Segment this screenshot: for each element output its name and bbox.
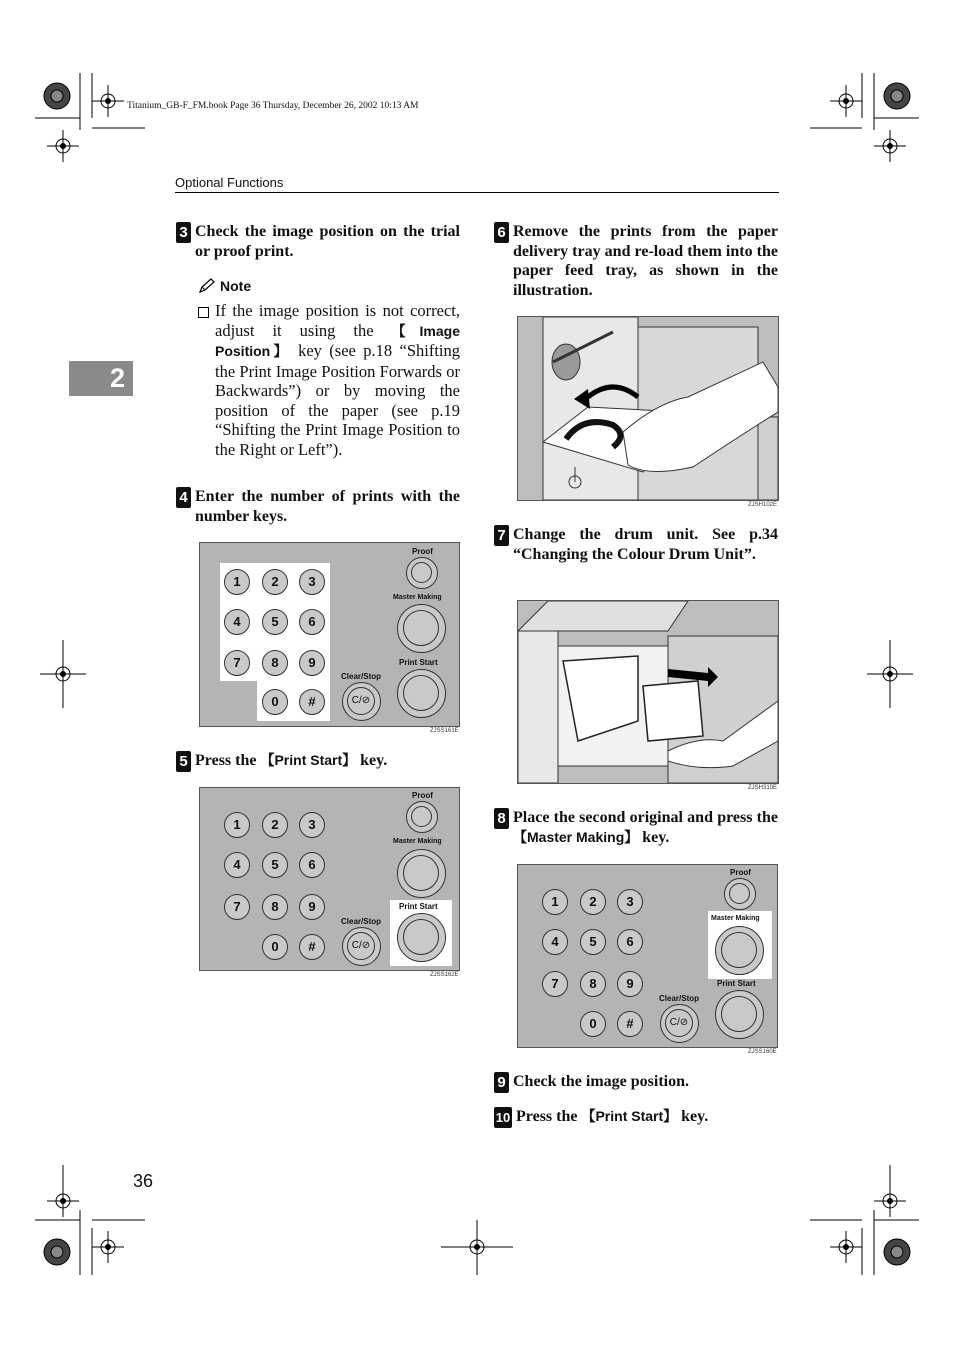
key-8: 8 — [580, 971, 606, 997]
note-body — [215, 301, 460, 459]
drum-unit-illustration — [517, 600, 779, 784]
key-3: 3 — [299, 812, 325, 838]
key-7: 7 — [224, 894, 250, 920]
print-start-button — [397, 669, 446, 718]
proof-button — [406, 801, 438, 833]
step-4 — [176, 487, 460, 526]
key-1: 1 — [224, 569, 250, 595]
step-text-post: key. — [681, 1108, 709, 1125]
reload-paper-drawing — [518, 317, 778, 500]
step-number: 8 — [494, 808, 509, 829]
step-text — [516, 1107, 708, 1128]
proof-label: Proof — [730, 868, 751, 877]
step-text-pre: Press the — [195, 752, 257, 769]
print-start-key: 【Print Start】 — [581, 1108, 678, 1124]
figure-code: ZJSS162E — [430, 972, 459, 978]
step-text-pre: Place the second original and press the — [513, 809, 778, 826]
step-7 — [494, 525, 778, 564]
note-text: If the image position is not correct, adjust it using the — [215, 301, 460, 340]
key-7: 7 — [224, 650, 250, 676]
key-3: 3 — [617, 889, 643, 915]
master-making-label: Master Making — [393, 838, 442, 845]
key-0: 0 — [262, 689, 288, 715]
clear-symbol: C/⊘ — [665, 1009, 693, 1037]
header-rule — [175, 192, 779, 193]
key-6: 6 — [299, 852, 325, 878]
step-text-pre: Press the — [516, 1108, 578, 1125]
figure-code: ZJSH102E — [748, 502, 778, 508]
clear-symbol: C/⊘ — [347, 932, 375, 960]
clear-stop-label: Clear/Stop — [341, 672, 382, 681]
clear-symbol: C/⊘ — [347, 687, 375, 715]
step-number: 4 — [176, 487, 191, 508]
key-8: 8 — [262, 894, 288, 920]
master-making-button — [715, 926, 764, 975]
print-start-button — [397, 913, 446, 962]
key-7: 7 — [542, 971, 568, 997]
clear-stop-label: Clear/Stop — [659, 994, 700, 1003]
key-4: 4 — [224, 609, 250, 635]
master-making-button — [397, 849, 446, 898]
checkbox-icon — [198, 307, 209, 318]
step-number: 10 — [494, 1107, 512, 1128]
step-9 — [494, 1072, 778, 1093]
note-text-cont: key (see p.18 “Shifting the Print Image Position Forwards or Backwards”) or by moving the position of the paper (see p.19 “Shifting the Print Image Position to the Right or Left”). — [215, 341, 460, 459]
step-3 — [176, 222, 460, 261]
key-4: 4 — [542, 929, 568, 955]
print-start-label: Print Start — [399, 902, 438, 911]
step-text — [513, 808, 778, 847]
key-4: 4 — [224, 852, 250, 878]
key-hash: # — [299, 934, 325, 960]
note-title: Note — [220, 278, 252, 294]
step-text: Check the image position on the trial or proof print. — [195, 223, 460, 260]
key-0: 0 — [580, 1011, 606, 1037]
control-panel-figure — [517, 864, 778, 1048]
print-start-key: 【Print Start】 — [260, 752, 357, 768]
figure-code: ZJSH310E — [748, 785, 778, 791]
image-position-key: 【Image Position】 — [215, 322, 460, 359]
key-6: 6 — [617, 929, 643, 955]
key-2: 2 — [262, 812, 288, 838]
key-1: 1 — [224, 812, 250, 838]
section-header: Optional Functions — [175, 175, 284, 190]
proof-label: Proof — [412, 547, 433, 556]
step-number: 6 — [494, 222, 509, 243]
chapter-tab: 2 — [69, 361, 133, 396]
step-10 — [494, 1107, 778, 1128]
clear-stop-button — [342, 682, 381, 721]
key-9: 9 — [299, 894, 325, 920]
key-6: 6 — [299, 609, 325, 635]
book-header: Titanium_GB-F_FM.book Page 36 Thursday, December 26, 2002 10:13 AM — [127, 101, 419, 111]
print-start-button — [715, 990, 764, 1039]
step-text-post: key. — [642, 828, 670, 846]
key-9: 9 — [617, 971, 643, 997]
master-making-button — [397, 604, 446, 653]
step-text — [195, 751, 387, 772]
control-panel-figure — [199, 542, 460, 727]
clear-stop-button — [342, 927, 381, 966]
key-3: 3 — [299, 569, 325, 595]
change-drum-drawing — [518, 601, 778, 783]
step-number: 5 — [176, 751, 191, 772]
pencil-icon — [198, 278, 216, 294]
page-number: 36 — [133, 1171, 154, 1191]
key-9: 9 — [299, 650, 325, 676]
key-2: 2 — [262, 569, 288, 595]
proof-button — [724, 878, 756, 910]
paper-tray-illustration — [517, 316, 779, 501]
step-6 — [494, 222, 778, 300]
control-panel-figure — [199, 787, 460, 971]
step-5 — [176, 751, 460, 772]
clear-stop-label: Clear/Stop — [341, 917, 382, 926]
step-text: Enter the number of prints with the number keys. — [195, 488, 460, 525]
step-8 — [494, 808, 778, 847]
step-text: Check the image position. — [513, 1073, 689, 1090]
figure-code: ZJSS160E — [748, 1049, 777, 1055]
key-0: 0 — [262, 934, 288, 960]
print-start-label: Print Start — [717, 979, 756, 988]
step-number: 3 — [176, 222, 191, 243]
step-text: Remove the prints from the paper delivery tray and re-load them into the paper feed tray, as shown in the illustration. — [513, 223, 778, 299]
master-making-label: Master Making — [393, 594, 442, 601]
proof-label: Proof — [412, 791, 433, 800]
clear-stop-button — [660, 1004, 699, 1043]
step-text: Change the drum unit. See p.34 “Changing the Colour Drum Unit”. — [513, 526, 778, 563]
master-making-label: Master Making — [711, 915, 760, 922]
master-making-key: 【Master Making】 — [513, 828, 639, 845]
note-heading — [198, 278, 251, 294]
key-1: 1 — [542, 889, 568, 915]
key-hash: # — [617, 1011, 643, 1037]
key-8: 8 — [262, 650, 288, 676]
print-start-label: Print Start — [399, 658, 438, 667]
figure-code: ZJSS161E — [430, 728, 459, 734]
key-2: 2 — [580, 889, 606, 915]
key-hash: # — [299, 689, 325, 715]
step-text-post: key. — [360, 752, 388, 769]
note-item — [198, 301, 460, 459]
step-number: 9 — [494, 1072, 509, 1093]
key-5: 5 — [262, 609, 288, 635]
proof-button — [406, 557, 438, 589]
key-5: 5 — [262, 852, 288, 878]
step-number: 7 — [494, 525, 509, 546]
key-5: 5 — [580, 929, 606, 955]
